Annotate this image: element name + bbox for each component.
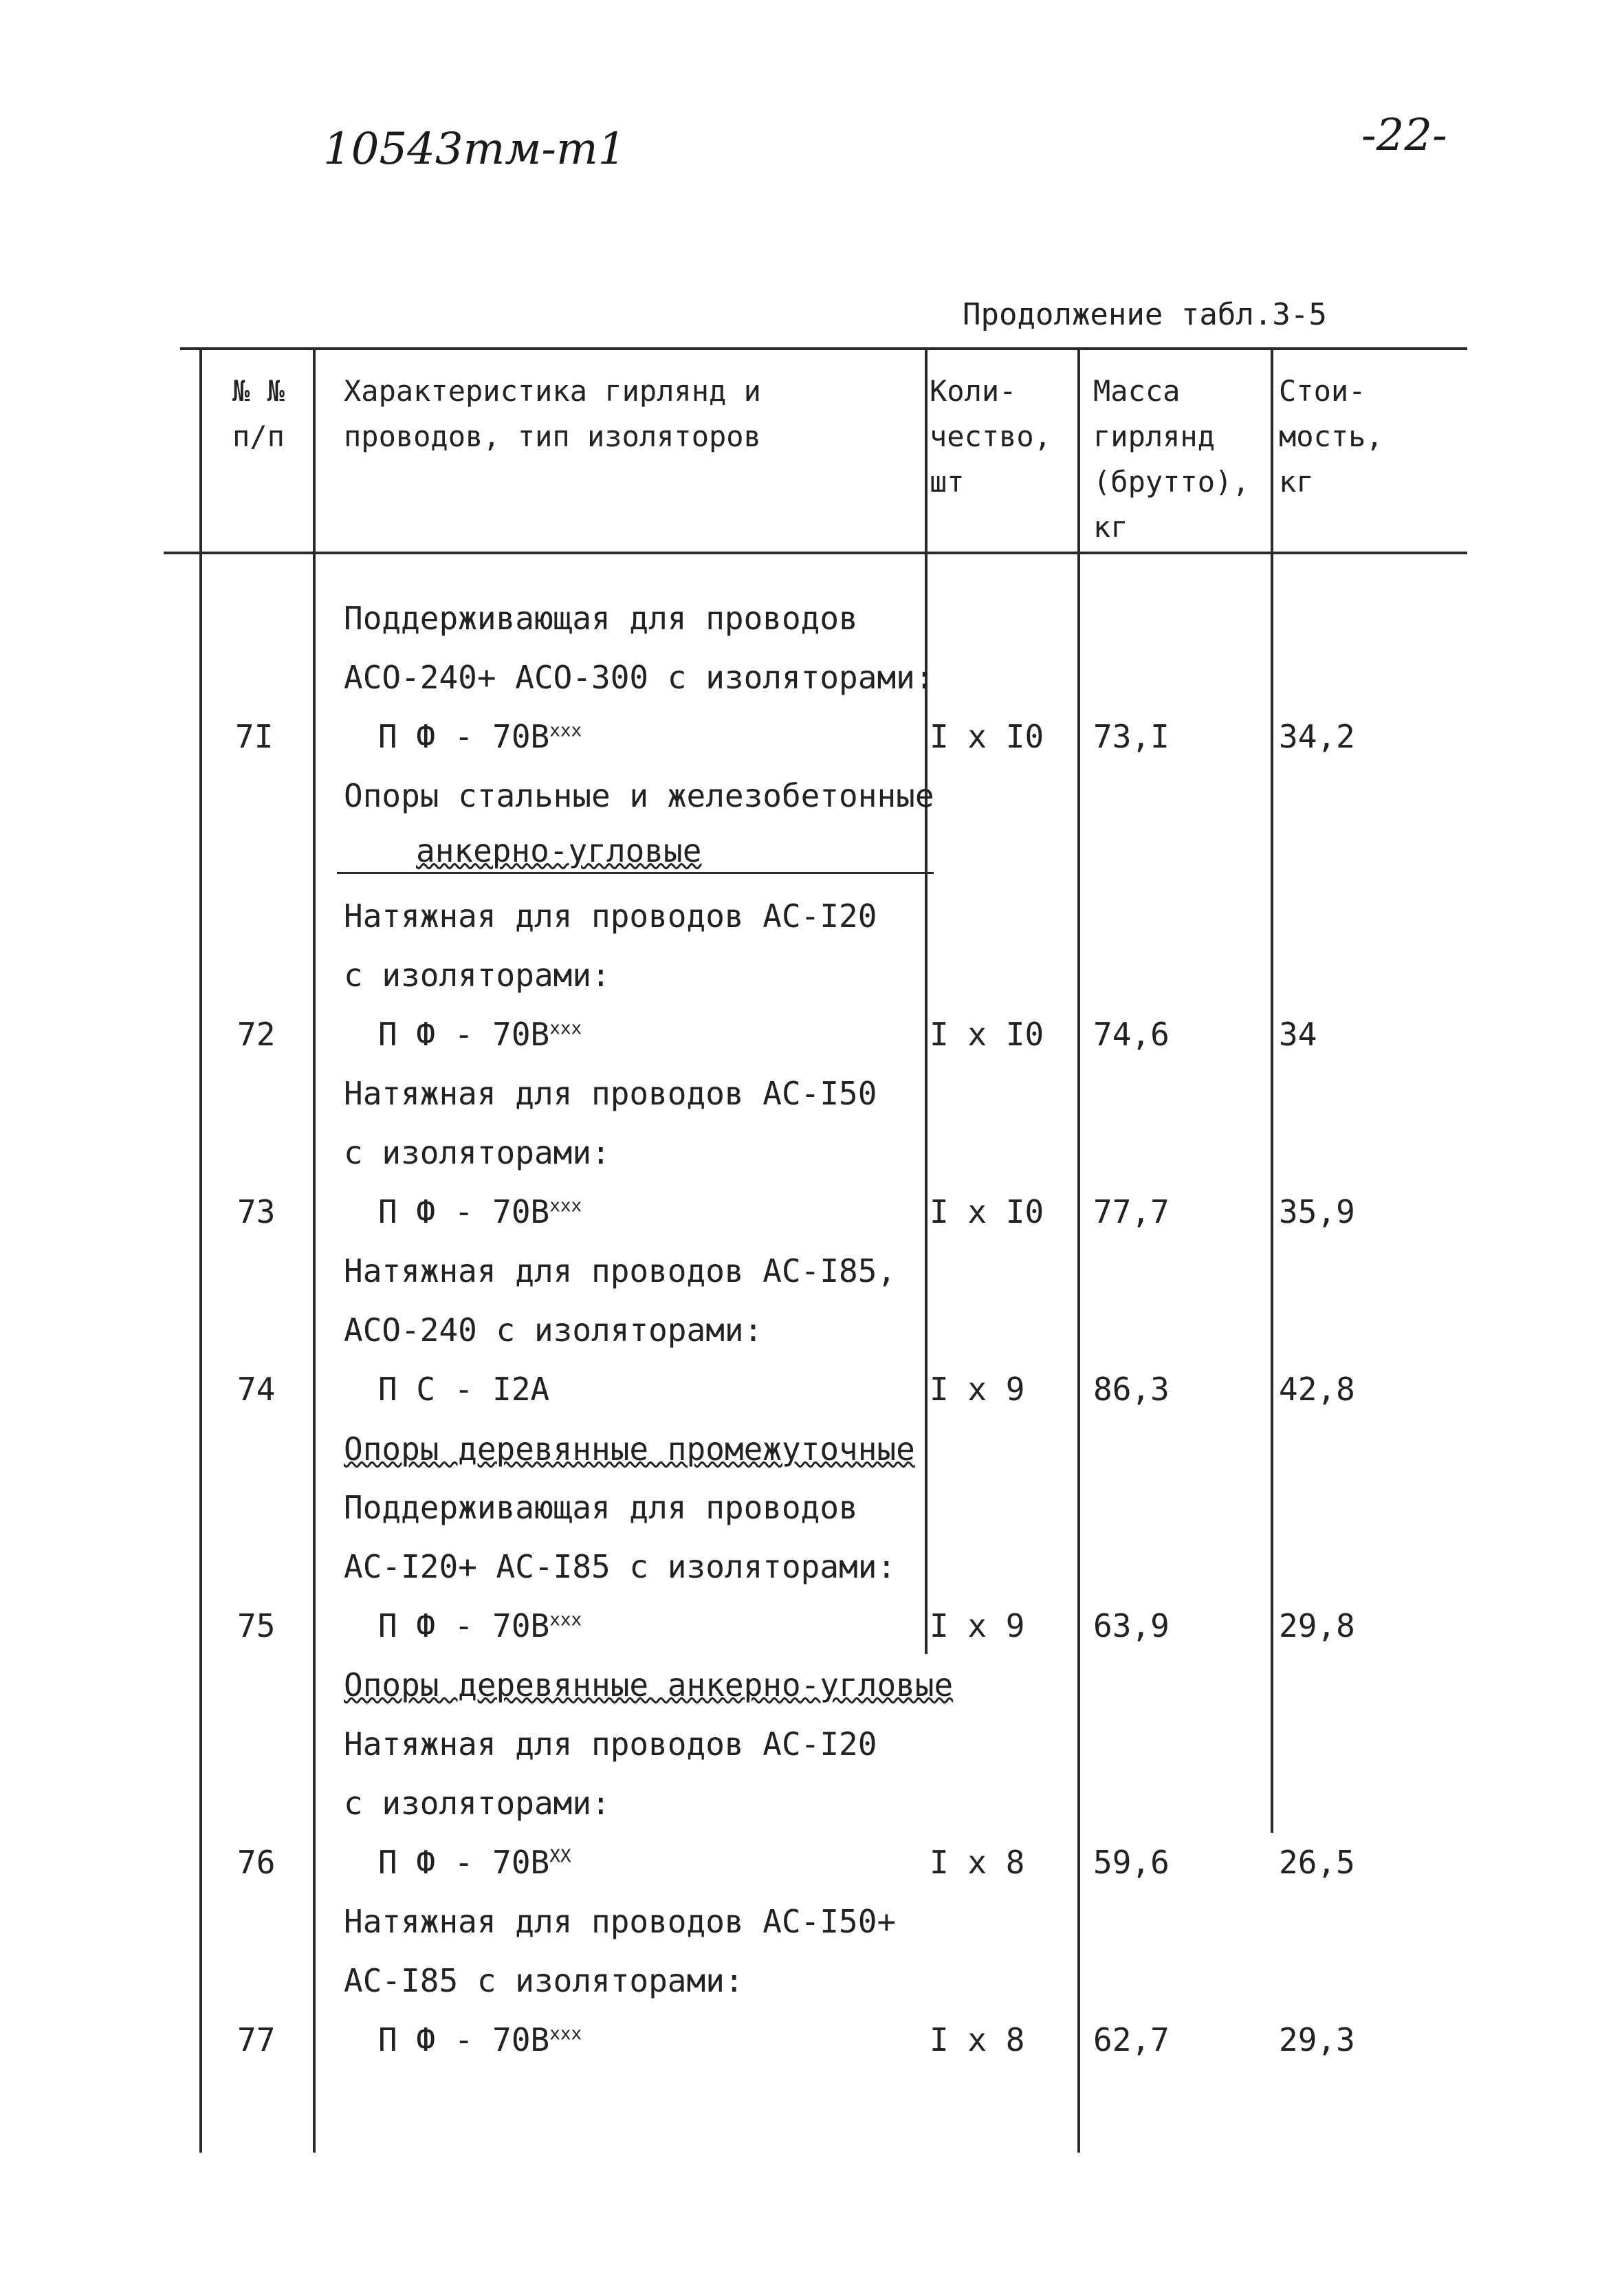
insulator-type: П Ф - $70В^{ххх}$ <box>378 1016 582 1053</box>
row-number: 73 <box>237 1193 276 1230</box>
row-quantity: I x I0 <box>930 718 1044 755</box>
row-text: Поддерживающая для проводов <box>344 600 858 637</box>
insulator-type: П Ф - $70В^{XX}$ <box>378 1844 571 1881</box>
table-continuation-caption: Продолжение табл.3-5 <box>963 297 1327 332</box>
row-text: АС-I85 с изоляторами: <box>344 1962 744 1999</box>
row-cost: 26,5 <box>1279 1844 1355 1881</box>
table-left-border <box>199 347 202 2153</box>
row-quantity: I x 9 <box>930 1371 1025 1408</box>
row-mass: 77,7 <box>1093 1193 1170 1230</box>
header-characteristics: Характеристика гирлянд и проводов, тип изоляторов <box>344 374 761 453</box>
row-text: Натяжная для проводов АС-I20 <box>344 897 877 935</box>
row-cost: 34 <box>1279 1016 1317 1053</box>
insulator-type: П Ф - $70В^{ххх}$ <box>378 718 582 755</box>
page-number: -22- <box>1361 110 1447 161</box>
insulator-type: П Ф - $70В^{ххх}$ <box>378 2021 582 2058</box>
document-code: 10543тм-т1 <box>323 124 626 175</box>
row-mass: 59,6 <box>1093 1844 1170 1881</box>
row-quantity: I x 8 <box>930 1844 1025 1881</box>
column-divider-char <box>925 347 928 1654</box>
section-heading: Опоры деревянные промежуточные <box>344 1430 915 1468</box>
section-heading: Опоры стальные и железобетонные <box>344 777 934 814</box>
row-mass: 86,3 <box>1093 1371 1170 1408</box>
row-quantity: I x 9 <box>930 1607 1025 1644</box>
section-heading: анкерно-угловые <box>416 832 702 869</box>
row-text: Натяжная для проводов АС-I20 <box>344 1726 877 1763</box>
row-cost: 34,2 <box>1279 718 1355 755</box>
row-mass: 73,I <box>1093 718 1170 755</box>
row-text: с изоляторами: <box>344 1785 611 1822</box>
row-text: Натяжная для проводов АС-I50 <box>344 1075 877 1112</box>
column-divider-mass <box>1271 347 1273 1833</box>
row-cost: 42,8 <box>1279 1371 1355 1408</box>
table-top-border <box>180 347 1467 350</box>
row-mass: 62,7 <box>1093 2021 1170 2058</box>
row-number: 75 <box>237 1607 276 1644</box>
section-heading: Опоры деревянные анкерно-угловые <box>344 1666 954 1703</box>
row-mass: 63,9 <box>1093 1607 1170 1644</box>
row-text: Натяжная для проводов АС-I50+ <box>344 1903 897 1940</box>
header-cost: Стои-мость, кг <box>1279 374 1383 499</box>
row-text: Натяжная для проводов АС-I85, <box>344 1252 897 1289</box>
insulator-type: П Ф - $70В^{ххх}$ <box>378 1607 582 1644</box>
row-text: АС-I20+ АС-I85 с изоляторами: <box>344 1548 897 1585</box>
row-number: 76 <box>237 1844 276 1881</box>
row-text: АСО-240 с изоляторами: <box>344 1311 763 1349</box>
row-number: 7I <box>235 718 274 755</box>
header-number: № № п/п <box>232 374 285 453</box>
column-divider-qty <box>1077 347 1080 2153</box>
row-quantity: I x 8 <box>930 2021 1025 2058</box>
section-divider <box>337 872 934 874</box>
row-quantity: I x I0 <box>930 1016 1044 1053</box>
row-number: 72 <box>237 1016 276 1053</box>
row-cost: 29,3 <box>1279 2021 1355 2058</box>
row-text: АСО-240+ АСО-300 с изоляторами: <box>344 659 934 696</box>
row-text: с изоляторами: <box>344 1134 611 1171</box>
row-quantity: I x I0 <box>930 1193 1044 1230</box>
row-text: с изоляторами: <box>344 957 611 994</box>
header-quantity: Коли-чество, шт <box>930 374 1052 499</box>
row-cost: 29,8 <box>1279 1607 1355 1644</box>
row-number: 77 <box>237 2021 276 2058</box>
row-cost: 35,9 <box>1279 1193 1355 1230</box>
insulator-type: П Ф - $70В^{ххх}$ <box>378 1193 582 1230</box>
insulator-type: П С - I2А <box>378 1371 550 1408</box>
header-mass: Масса гирлянд (брутто), кг <box>1093 374 1250 544</box>
row-text: Поддерживающая для проводов <box>344 1489 858 1526</box>
row-number: 74 <box>237 1371 276 1408</box>
column-divider-num <box>313 347 316 2153</box>
row-mass: 74,6 <box>1093 1016 1170 1053</box>
